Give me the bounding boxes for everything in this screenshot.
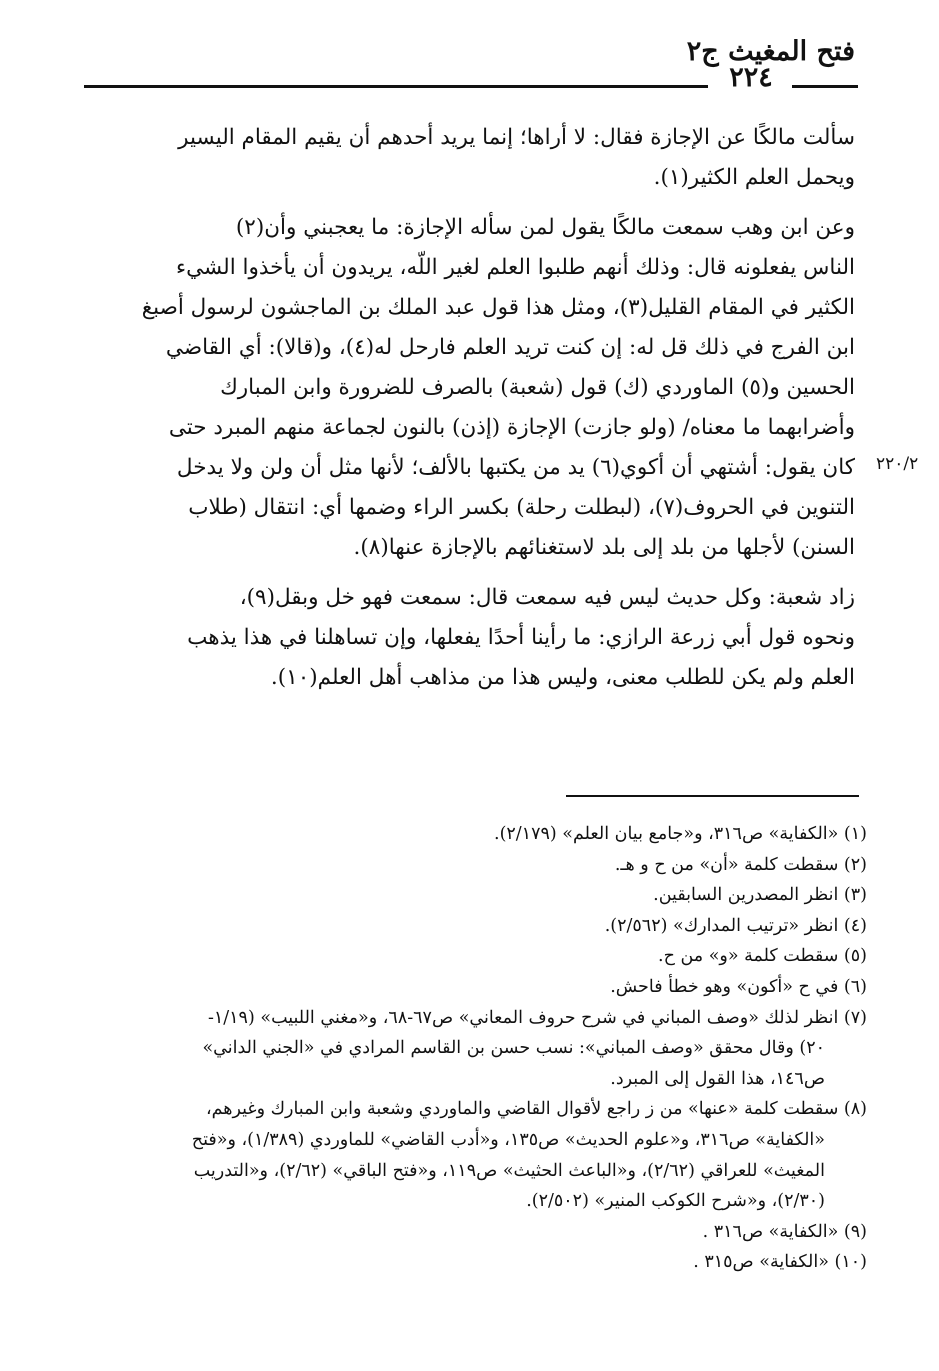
footnote-continuation: ٢٠) وقال محقق «وصف المباني»: نسب حسن بن القاسم المرادي في «الجني الداني»	[202, 1038, 825, 1059]
body-line: الناس يفعلونه قال: وذلك أنهم طلبوا العلم لغير اللّه، يريدون أن يأخذوا الشيء	[175, 255, 855, 280]
body-line: الكثير في المقام القليل(٣)، ومثل هذا قول عبد الملك بن الماجشون لرسول أصبغ	[141, 295, 855, 320]
body-line: ويحمل العلم الكثير(١).	[653, 165, 855, 190]
header-rule	[84, 85, 708, 88]
footnote-line: (١) «الكفاية» ص٣١٦، و«جامع بيان العلم» (٢/١٧٩).	[494, 824, 867, 844]
footnote-line: (٧) انظر لذلك «وصف المباني في شرح حروف المعاني» ص٦٧-٦٨، و«مغني اللبيب» (١/١٩-	[207, 1007, 867, 1028]
footnote-line: (٢) سقطت كلمة «أن» من ح و هـ.	[614, 854, 867, 875]
body-line: التنوين في الحروف(٧)، (لبطلت رحلة) بكسر الراء وضمها أي: انتقال (طلاب	[188, 495, 855, 520]
footnote-line: (٣) انظر المصدرين السابقين.	[653, 885, 867, 906]
main-text	[80, 118, 855, 698]
body-line: سألت مالكًا عن الإجازة فقال: لا أراها؛ إنما يريد أحدهم أن يقيم المقام اليسير	[178, 125, 855, 150]
page-number: ٢٢٤	[729, 62, 773, 93]
footnote-continuation: المغيث» للعراقي (٢/٦٢)، و«الباعث الحثيث» ص١١٩، و«فتح الباقي» (٢/٦٢)، و«التدريب	[193, 1160, 825, 1181]
paragraph-gap	[80, 568, 855, 578]
body-line: زاد شعبة: وكل حديث ليس فيه سمعت قال: سمعت فهو خل وبقل(٩)،	[239, 585, 855, 610]
body-line: وعن ابن وهب سمعت مالكًا يقول لمن سأله الإجازة: ما يعجبني وأن(٢)	[235, 215, 855, 240]
header-rule-segment	[792, 85, 858, 88]
footnote-line: (٤) انظر «ترتيب المدارك» (٢/٥٦٢).	[604, 915, 867, 936]
footnote-continuation: ص١٤٦، هذا القول إلى المبرد.	[610, 1068, 825, 1089]
footnote-line: (٨) سقطت كلمة «عنها» من ز راجع لأقوال القاضي والماوردي وشعبة وابن المبارك وغيرهم،	[205, 1099, 867, 1120]
footnote-continuation: (٢/٣٠)، و«شرح الكوكب المنير» (٢/٥٠٢).	[526, 1191, 825, 1212]
body-line: ابن الفرج في ذلك قل له: إن كنت تريد العلم فارحل له(٤)، و(قالا): أي القاضي	[165, 335, 855, 360]
footnote-line: (٥) سقطت كلمة «و» من ح.	[658, 946, 867, 967]
paragraph-gap	[80, 198, 855, 208]
body-line: كان يقول: أشتهي أن أكوي(٦) يد من يكتبها بالألف؛ لأنها مثل أن ولن ولا يدخل	[176, 455, 855, 480]
footnotes	[77, 819, 867, 1278]
footnote-line: (١٠) «الكفاية» ص٣١٥ .	[693, 1252, 867, 1273]
body-line: السنن) لأجلها من بلد إلى بلد لاستغنائهم بالإجازة عنها(٨).	[353, 535, 855, 560]
body-line: العلم ولم يكن للطلب معنى، وليس هذا من مذاهب أهل العلم(١٠).	[270, 665, 855, 690]
footnote-line: (٩) «الكفاية» ص٣١٦ .	[702, 1221, 867, 1242]
footnote-separator	[566, 795, 859, 797]
running-title: فتح المغيث ج٢	[686, 36, 855, 67]
margin-page-reference: ٢٢٠/٢	[876, 454, 919, 474]
body-line: ونحوه قول أبي زرعة الرازي: ما رأينا أحدًا يفعلها، وإن تساهلنا في هذا يذهب	[187, 625, 855, 650]
footnote-line: (٦) في ح «أكون» وهو خطأ فاحش.	[610, 976, 867, 997]
footnote-continuation: «الكفاية» ص٣١٦، و«علوم الحديث» ص١٣٥، و«أدب القاضي» للماوردي (١/٣٨٩)، و«فتح	[191, 1129, 825, 1150]
body-line: الحسين و(٥) الماوردي (ك) قول (شعبة) بالصرف للضرورة وابن المبارك	[220, 375, 855, 400]
body-line: وأضرابهما ما معناه/ (ولو جازت) الإجازة (إذن) بالنون لجماعة منهم المبرد حتى	[168, 415, 855, 440]
